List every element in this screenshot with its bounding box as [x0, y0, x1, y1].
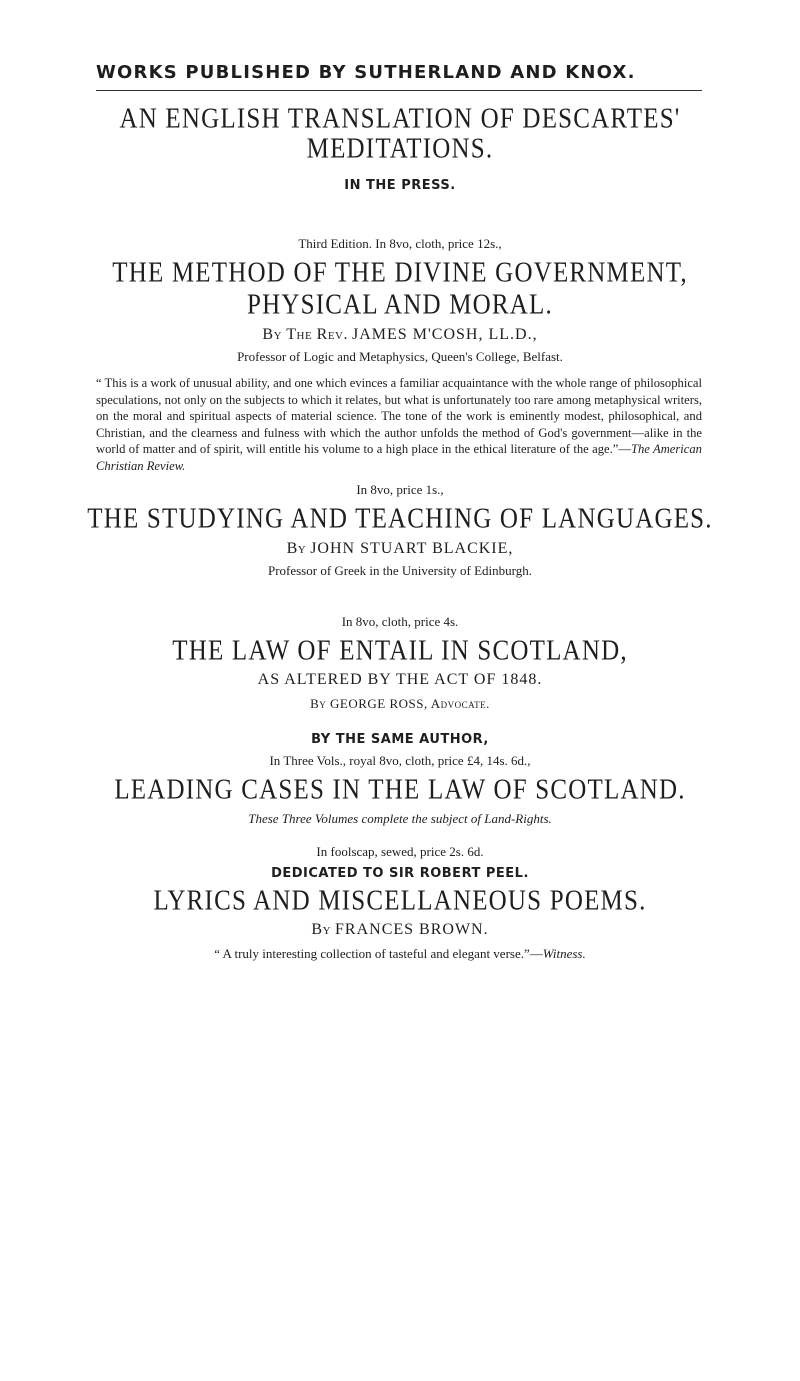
- method-author-line: [60, 326, 740, 344]
- lyrics-dedication: DEDICATED TO SIR ROBERT PEEL.: [271, 866, 529, 881]
- descartes-status: IN THE PRESS.: [344, 178, 456, 193]
- languages-affiliation: Professor of Greek in the University of Edinburgh.: [267, 563, 533, 578]
- method-review: [96, 375, 702, 474]
- lyrics-review: [60, 946, 740, 962]
- lyrics-author: FRANCES BROWN.: [335, 921, 489, 938]
- lyrics-author-prefix: By: [311, 921, 332, 938]
- lyrics-review-text: “ A truly interesting collection of tasteful and elegant verse.”—: [214, 946, 543, 961]
- languages-author-prefix: By: [286, 540, 307, 557]
- method-title-line1: THE METHOD OF THE DIVINE GOVERNMENT,: [112, 258, 688, 289]
- languages-edition: In 8vo, price 1s.,: [356, 482, 444, 497]
- leading-title: LEADING CASES IN THE LAW OF SCOTLAND.: [114, 775, 686, 806]
- languages-title: THE STUDYING AND TEACHING OF LANGUAGES.: [87, 504, 713, 535]
- method-affiliation: Professor of Logic and Metaphysics, Queen's College, Belfast.: [237, 349, 563, 364]
- leading-note-text: These Three Volumes complete the subject of Land-Rights.: [248, 811, 552, 826]
- languages-author: JOHN STUART BLACKIE,: [310, 540, 514, 557]
- method-review-text: “ This is a work of unusual ability, and one which evinces a familiar acquaintance with the whole range of philosophical speculations, not only on the subjects to which it relates, but what is unfortunately too rare among metaphysical writers, on the moral and spiritual aspects of material science. The tone of the work is eminently modest, philosophical, and Christian, and the clearness and fulness with which the author unfolds the method of God's government—alike in the world of matter and of spirit, will entitle his volume to a high place in the ethical literature of the age.”—: [96, 376, 702, 456]
- method-author: JAMES M'COSH, LL.D.,: [352, 326, 538, 343]
- descartes-title-line2: MEDITATIONS.: [306, 134, 494, 165]
- header-rule: [96, 90, 702, 91]
- publisher-header: WORKS PUBLISHED BY SUTHERLAND AND KNOX.: [96, 62, 636, 83]
- languages-author-line: [60, 540, 740, 558]
- lyrics-review-source: Witness.: [542, 946, 586, 961]
- method-author-prefix: By The Rev.: [262, 326, 349, 343]
- descartes-title-line1: AN ENGLISH TRANSLATION OF DESCARTES': [119, 104, 681, 135]
- entail-title: THE LAW OF ENTAIL IN SCOTLAND,: [172, 636, 628, 667]
- entail-subtitle: AS ALTERED BY THE ACT OF 1848.: [257, 671, 543, 688]
- method-edition: Third Edition. In 8vo, cloth, price 12s.,: [298, 236, 502, 251]
- entail-author-line: By GEORGE ROSS, Advocate.: [310, 696, 490, 711]
- leading-same-author: BY THE SAME AUTHOR,: [311, 732, 489, 747]
- leading-note: [60, 811, 740, 827]
- lyrics-edition: In foolscap, sewed, price 2s. 6d.: [316, 844, 484, 859]
- method-title-line2: PHYSICAL AND MORAL.: [247, 290, 553, 321]
- lyrics-author-line: [60, 921, 740, 939]
- method-review-source: The American Christian Review.: [96, 442, 702, 473]
- entail-edition: In 8vo, cloth, price 4s.: [341, 614, 459, 629]
- leading-edition: In Three Vols., royal 8vo, cloth, price £4, 14s. 6d.,: [269, 753, 531, 768]
- lyrics-title: LYRICS AND MISCELLANEOUS POEMS.: [153, 886, 647, 917]
